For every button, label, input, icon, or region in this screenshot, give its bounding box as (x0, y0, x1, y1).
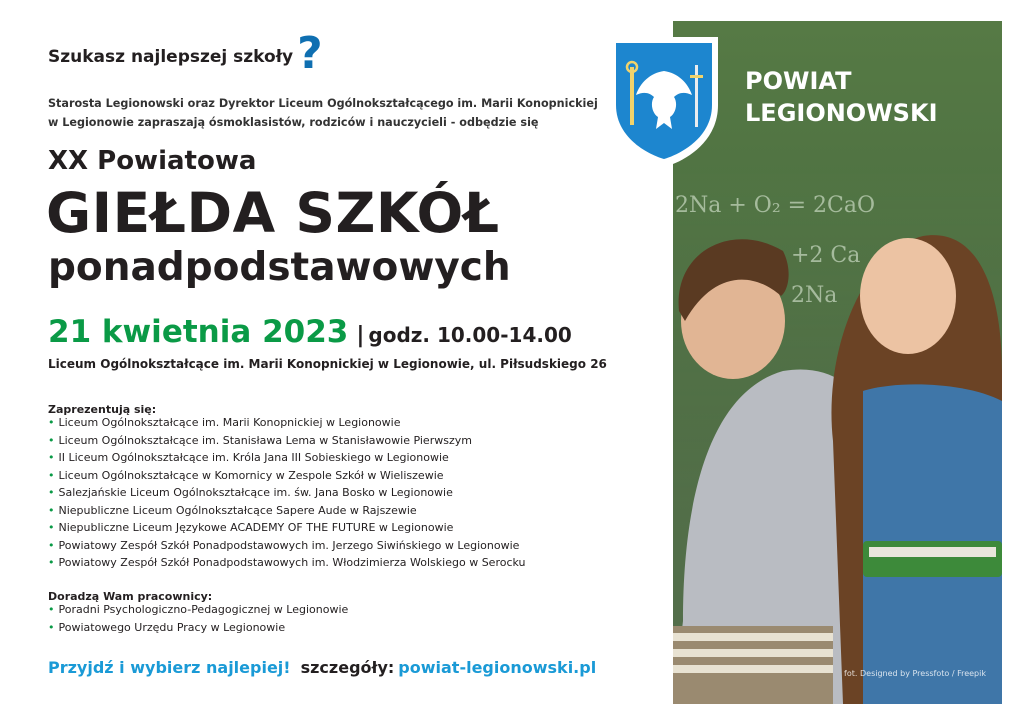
chalk-formula-2: +2 Ca (791, 243, 861, 268)
question-text: Szukasz najlepszej szkoły (48, 47, 294, 67)
event-subtitle: ponadpodstawowych (48, 245, 511, 290)
crest (610, 37, 720, 171)
invitation-line-2: w Legionowie zapraszają ósmoklasistów, rodziców i nauczycieli - odbędzie się (48, 116, 539, 129)
list-item: • Powiatowy Zespół Szkół Ponadpodstawowych im. Włodzimierza Wolskiego w Serocku (48, 554, 526, 572)
region-line-1: POWIAT (745, 67, 852, 95)
list-item: • Liceum Ogólnokształcące im. Marii Konopnickiej w Legionowie (48, 414, 526, 432)
event-date: 21 kwietnia 2023 (48, 314, 349, 350)
list-item: • II Liceum Ogólnokształcące im. Króla Jana III Sobieskiego w Legionowie (48, 449, 526, 467)
schools-heading: Zaprezentują się: (48, 403, 157, 416)
website-link[interactable]: powiat-legionowski.pl (398, 658, 597, 677)
advisors-list (48, 601, 348, 636)
chalk-formula-3: 2Na (791, 283, 838, 308)
eagle-coat-of-arms-icon (610, 37, 720, 167)
event-title: GIEŁDA SZKÓŁ (46, 181, 500, 245)
event-venue: Liceum Ogólnokształcące im. Marii Konopnickiej w Legionowie, ul. Piłsudskiego 26 (48, 357, 607, 371)
event-hours: godz. 10.00-14.00 (368, 323, 572, 347)
list-item: • Liceum Ogólnokształcące w Komornicy w Zespole Szkół w Wieliszewie (48, 467, 526, 485)
schools-list (48, 414, 526, 572)
photo-panel (673, 21, 1002, 704)
list-item: • Niepubliczne Liceum Ogólnokształcące Sapere Aude w Rajszewie (48, 502, 526, 520)
invite-text: Przyjdź i wybierz najlepiej! (48, 658, 291, 677)
photo-credit: fot. Designed by Pressfoto / Freepik (844, 669, 986, 678)
chalk-formula-1: 2Na + O₂ = 2CaO (675, 193, 876, 218)
list-item: • Poradni Psychologiczno-Pedagogicznej w Legionowie (48, 601, 348, 619)
region-line-2: LEGIONOWSKI (745, 99, 938, 127)
list-item: • Niepubliczne Liceum Językowe ACADEMY OF THE FUTURE w Legionowie (48, 519, 526, 537)
headline-question (48, 28, 323, 79)
invitation-text (48, 94, 598, 132)
region-name (745, 65, 938, 129)
list-item: • Powiatowego Urzędu Pracy w Legionowie (48, 619, 348, 637)
advisors-heading: Doradzą Wam pracownicy: (48, 590, 213, 603)
date-time-row (48, 314, 572, 350)
call-to-action (48, 658, 596, 677)
list-item: • Liceum Ogólnokształcące im. Stanisława Lema w Stanisławowie Pierwszym (48, 432, 526, 450)
event-edition: XX Powiatowa (48, 146, 257, 176)
list-item: • Powiatowy Zespół Szkół Ponadpodstawowych im. Jerzego Siwińskiego w Legionowie (48, 537, 526, 555)
invitation-line-1: Starosta Legionowski oraz Dyrektor Liceum Ogólnokształcącego im. Marii Konopnickiej (48, 97, 598, 110)
question-mark-icon: ? (297, 28, 323, 79)
details-label: szczegóły: (300, 658, 395, 677)
date-separator: | (356, 323, 365, 348)
list-item: • Salezjańskie Liceum Ogólnokształcące im. św. Jana Bosko w Legionowie (48, 484, 526, 502)
